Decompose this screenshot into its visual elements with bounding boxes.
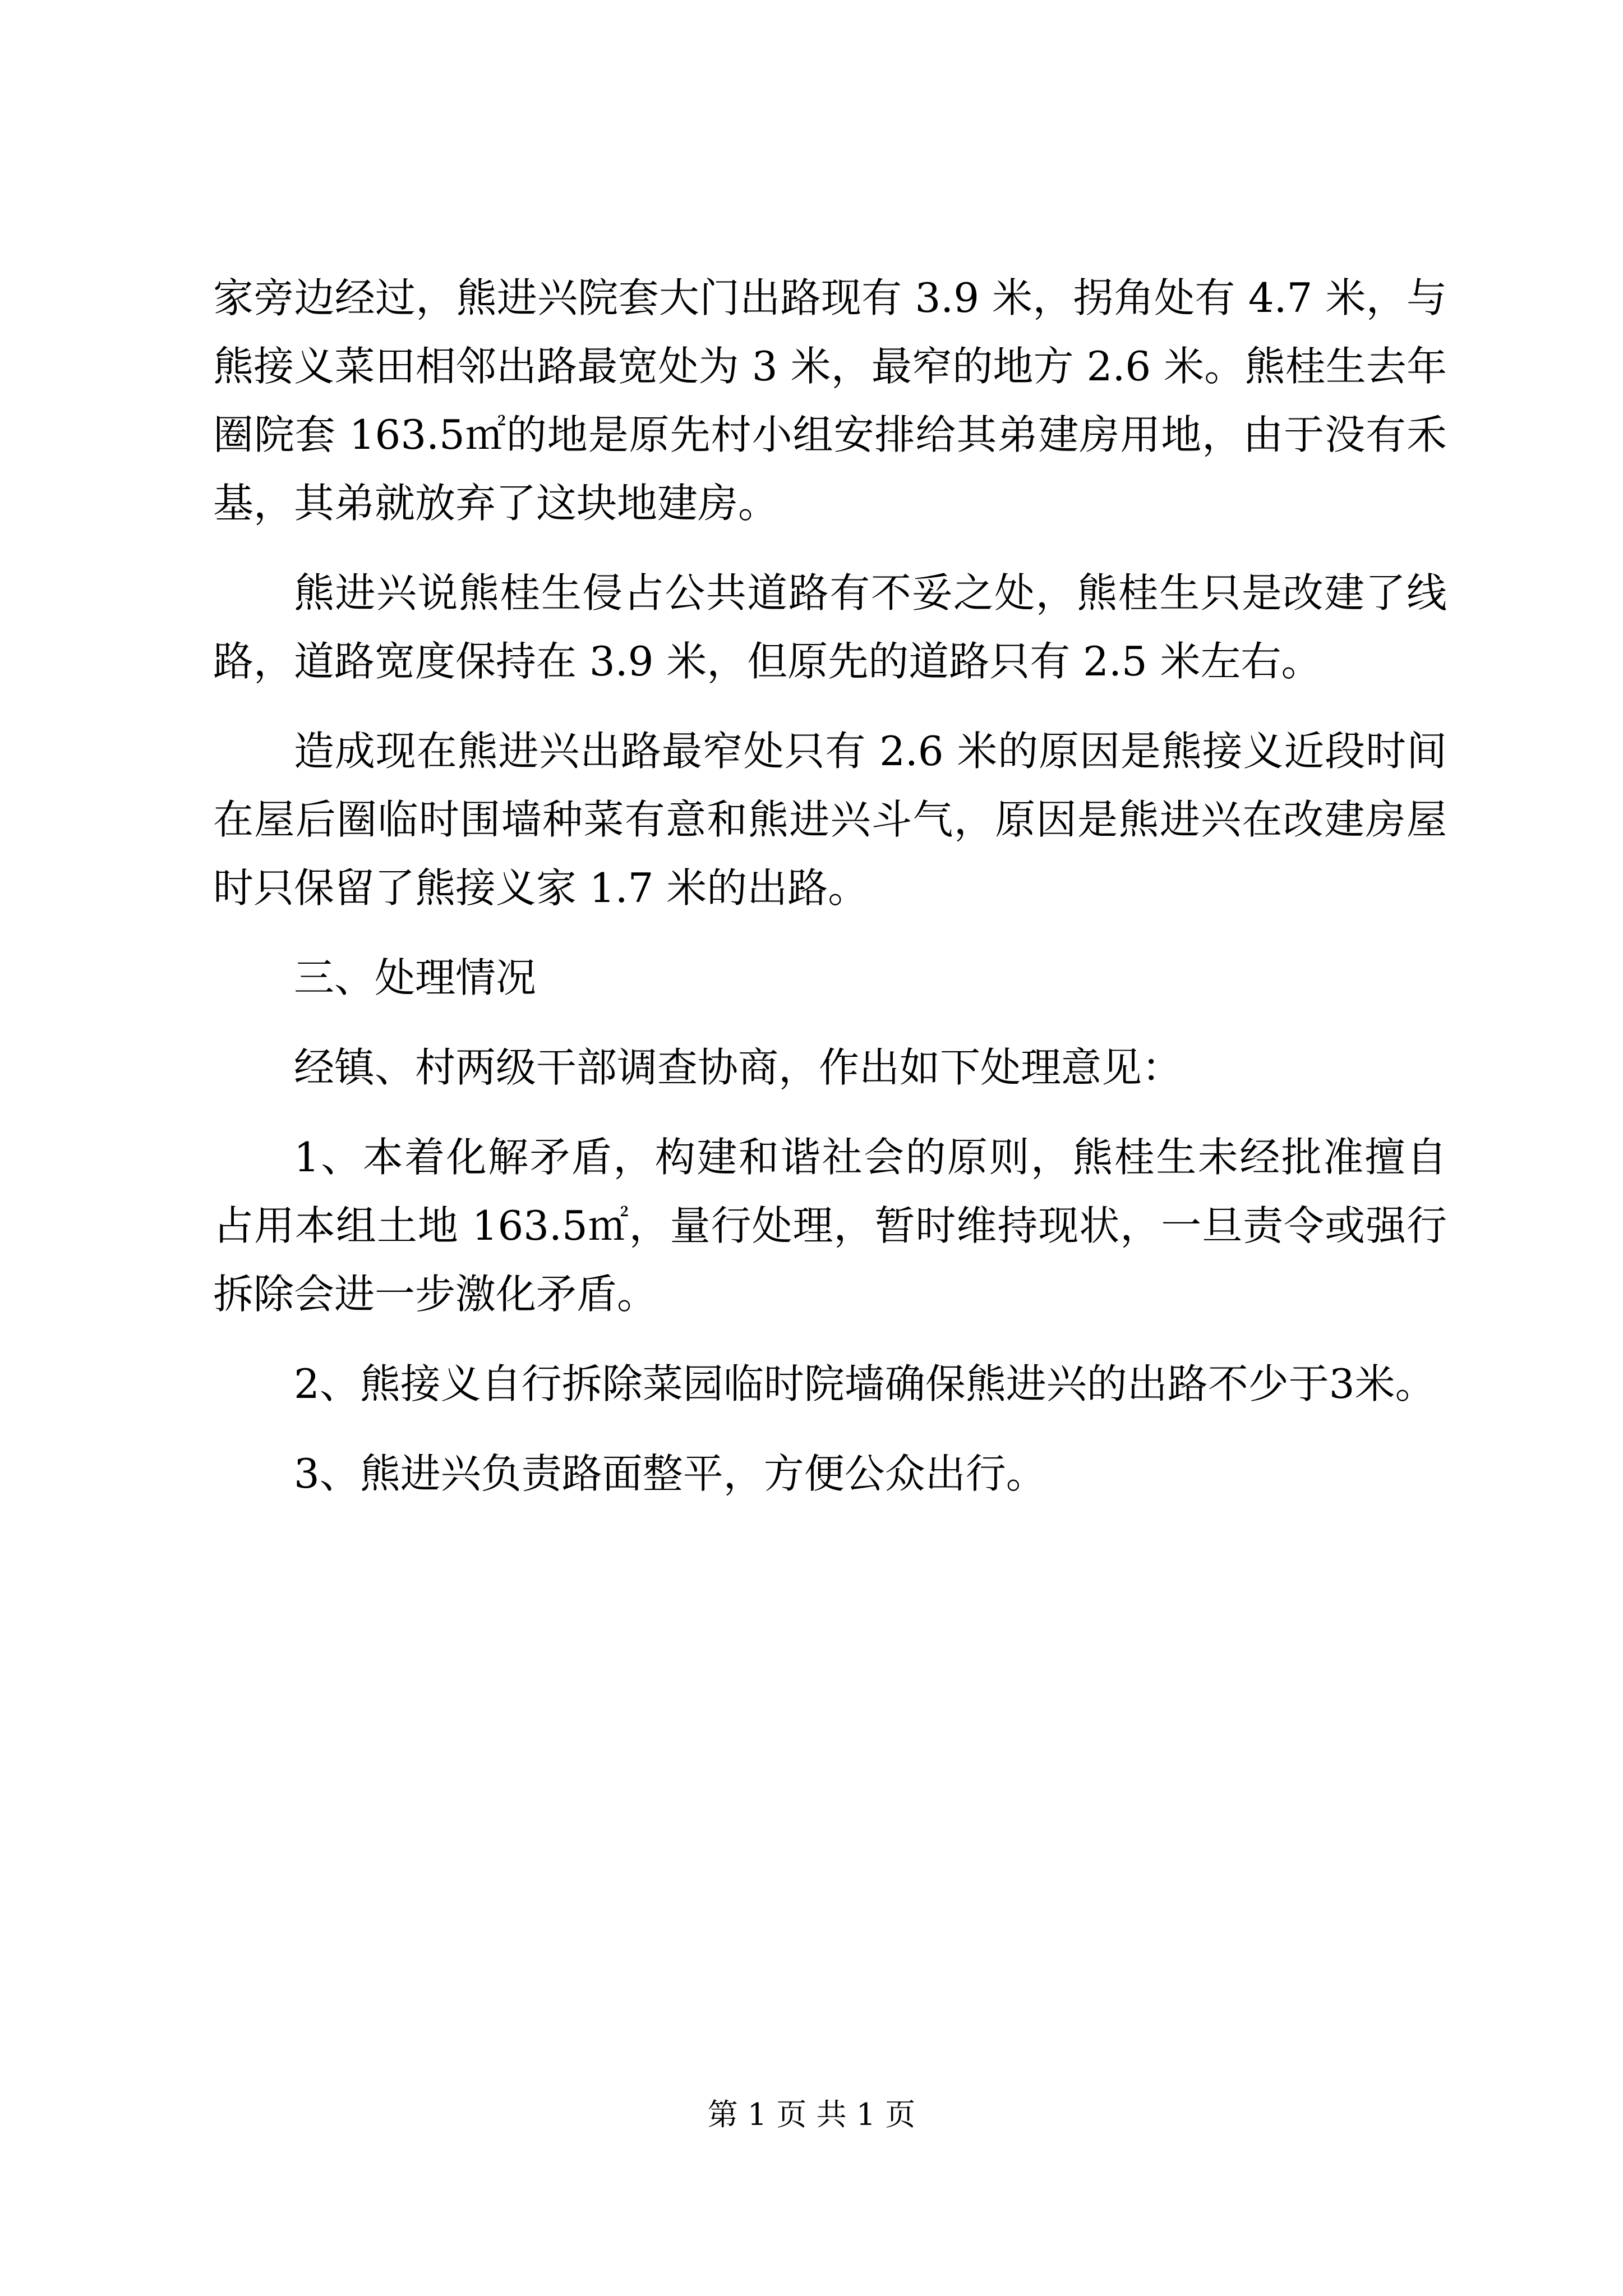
paragraph-narrow-cause: 造成现在熊进兴出路最窄处只有 2.6 米的原因是熊接义近段时间在屋后圈临时围墙种菜有意和熊进兴斗气，原因是熊进兴在改建房屋时只保留了熊接义家 1.7 米的出路。 (213, 728, 1447, 912)
page-footer: 第 1 页 共 1 页 (707, 2097, 916, 2132)
paragraph-handling-intro: 经镇、村两级干部调查协商，作出如下处理意见： (294, 1044, 1183, 1091)
document-body (213, 264, 1447, 1508)
list-item-1: 1、本着化解矛盾，构建和谐社会的原则，熊桂生未经批准擅自占用本组土地 163.5㎡，量行处理，暂时维持现状，一旦责令或强行拆除会进一步激化矛盾。 (213, 1134, 1447, 1318)
paragraph-road-claim: 熊进兴说熊桂生侵占公共道路有不妥之处，熊桂生只是改建了线路，道路宽度保持在 3.9 米，但原先的道路只有 2.5 米左右。 (213, 569, 1447, 685)
section-heading-handling: 三、处理情况 (294, 954, 537, 1001)
list-item-3: 3、熊进兴负责路面整平，方便公众出行。 (294, 1450, 1046, 1497)
list-item-2: 2、熊接义自行拆除菜园临时院墙确保熊进兴的出路不少于3米。 (294, 1360, 1436, 1407)
paragraph-continuation: 家旁边经过，熊进兴院套大门出路现有 3.9 米，拐角处有 4.7 米，与熊接义菜田相邻出路最宽处为 3 米，最窄的地方 2.6 米。熊桂生去年圈院套 163.5㎡的地是原先村小组安排给其弟建房用地，由于没有禾基，其弟就放弃了这块地建房。 (213, 274, 1447, 527)
